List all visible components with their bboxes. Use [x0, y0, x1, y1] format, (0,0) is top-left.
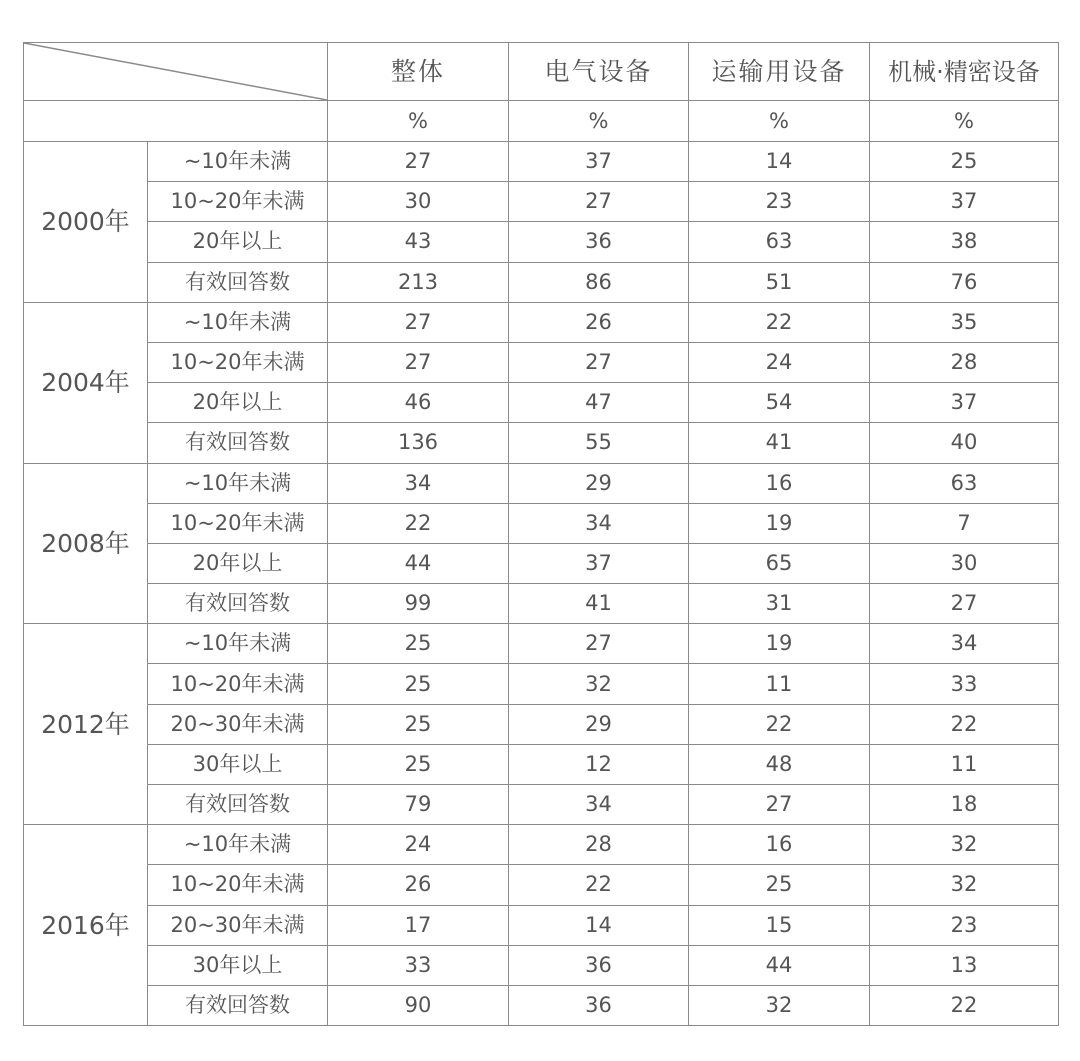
value-cell: 14 — [509, 905, 689, 945]
value-cell: 48 — [689, 744, 870, 784]
table-row — [24, 302, 1059, 342]
row-label: 有效回答数 — [148, 584, 328, 624]
year-cell: 2008年 — [24, 463, 148, 624]
value-cell: 54 — [689, 383, 870, 423]
value-cell: 32 — [870, 825, 1059, 865]
table-row — [24, 342, 1059, 382]
year-cell: 2000年 — [24, 142, 148, 303]
value-cell: 35 — [870, 302, 1059, 342]
value-cell: 44 — [328, 543, 509, 583]
value-cell: 27 — [509, 182, 689, 222]
unit-cell: % — [509, 101, 689, 142]
value-cell: 22 — [328, 503, 509, 543]
value-cell: 11 — [689, 664, 870, 704]
row-label: 10~20年未满 — [148, 342, 328, 382]
value-cell: 30 — [328, 182, 509, 222]
value-cell: 36 — [509, 985, 689, 1025]
header-machinery: 机械·精密设备 — [870, 43, 1059, 101]
table-row — [24, 664, 1059, 704]
row-label: ~10年未满 — [148, 142, 328, 182]
value-cell: 30 — [870, 543, 1059, 583]
value-cell: 33 — [870, 664, 1059, 704]
value-cell: 32 — [509, 664, 689, 704]
value-cell: 36 — [509, 945, 689, 985]
value-cell: 99 — [328, 584, 509, 624]
value-cell: 25 — [328, 744, 509, 784]
table-row — [24, 142, 1059, 182]
value-cell: 44 — [689, 945, 870, 985]
header-electrical: 电气设备 — [509, 43, 689, 101]
value-cell: 22 — [689, 704, 870, 744]
value-cell: 33 — [328, 945, 509, 985]
header-transport: 运输用设备 — [689, 43, 870, 101]
data-table — [23, 42, 1059, 1026]
row-label: 10~20年未满 — [148, 182, 328, 222]
value-cell: 41 — [509, 584, 689, 624]
table-row — [24, 945, 1059, 985]
row-label: 20~30年未满 — [148, 905, 328, 945]
value-cell: 27 — [328, 142, 509, 182]
table-row — [24, 383, 1059, 423]
row-label: ~10年未满 — [148, 302, 328, 342]
diagonal-line — [24, 43, 327, 100]
year-cell: 2004年 — [24, 302, 148, 463]
row-label: 有效回答数 — [148, 785, 328, 825]
table-row — [24, 624, 1059, 664]
value-cell: 25 — [870, 142, 1059, 182]
table-row — [24, 985, 1059, 1025]
value-cell: 63 — [689, 222, 870, 262]
value-cell: 38 — [870, 222, 1059, 262]
value-cell: 19 — [689, 503, 870, 543]
value-cell: 37 — [509, 142, 689, 182]
value-cell: 15 — [689, 905, 870, 945]
header-row — [24, 43, 1059, 101]
table-row — [24, 423, 1059, 463]
row-label: 20年以上 — [148, 222, 328, 262]
row-label: 有效回答数 — [148, 423, 328, 463]
value-cell: 24 — [328, 825, 509, 865]
unit-cell: % — [870, 101, 1059, 142]
row-label: ~10年未满 — [148, 624, 328, 664]
value-cell: 25 — [328, 664, 509, 704]
value-cell: 213 — [328, 262, 509, 302]
value-cell: 27 — [689, 785, 870, 825]
value-cell: 17 — [328, 905, 509, 945]
value-cell: 24 — [689, 342, 870, 382]
value-cell: 19 — [689, 624, 870, 664]
table-row — [24, 785, 1059, 825]
year-cell: 2012年 — [24, 624, 148, 825]
table-body — [24, 43, 1059, 1026]
value-cell: 28 — [509, 825, 689, 865]
value-cell: 28 — [870, 342, 1059, 382]
unit-cell: % — [689, 101, 870, 142]
value-cell: 22 — [870, 704, 1059, 744]
row-label: 20年以上 — [148, 543, 328, 583]
value-cell: 46 — [328, 383, 509, 423]
value-cell: 27 — [328, 302, 509, 342]
value-cell: 22 — [689, 302, 870, 342]
value-cell: 13 — [870, 945, 1059, 985]
value-cell: 34 — [870, 624, 1059, 664]
value-cell: 23 — [870, 905, 1059, 945]
value-cell: 37 — [870, 182, 1059, 222]
value-cell: 40 — [870, 423, 1059, 463]
value-cell: 90 — [328, 985, 509, 1025]
value-cell: 47 — [509, 383, 689, 423]
row-label: 30年以上 — [148, 744, 328, 784]
table-row — [24, 905, 1059, 945]
row-label: 20年以上 — [148, 383, 328, 423]
table-row — [24, 825, 1059, 865]
table-row — [24, 704, 1059, 744]
table-row — [24, 584, 1059, 624]
value-cell: 136 — [328, 423, 509, 463]
value-cell: 65 — [689, 543, 870, 583]
row-label: 10~20年未满 — [148, 664, 328, 704]
value-cell: 16 — [689, 825, 870, 865]
table-row — [24, 865, 1059, 905]
value-cell: 29 — [509, 704, 689, 744]
value-cell: 51 — [689, 262, 870, 302]
unit-row — [24, 101, 1059, 142]
value-cell: 26 — [509, 302, 689, 342]
row-label: 20~30年未满 — [148, 704, 328, 744]
value-cell: 34 — [509, 785, 689, 825]
value-cell: 41 — [689, 423, 870, 463]
corner-cell — [24, 43, 328, 101]
value-cell: 79 — [328, 785, 509, 825]
unit-cell: % — [328, 101, 509, 142]
value-cell: 37 — [870, 383, 1059, 423]
value-cell: 32 — [870, 865, 1059, 905]
value-cell: 23 — [689, 182, 870, 222]
row-label: 有效回答数 — [148, 985, 328, 1025]
value-cell: 29 — [509, 463, 689, 503]
value-cell: 27 — [328, 342, 509, 382]
value-cell: 43 — [328, 222, 509, 262]
value-cell: 22 — [870, 985, 1059, 1025]
value-cell: 26 — [328, 865, 509, 905]
table-row — [24, 262, 1059, 302]
value-cell: 34 — [328, 463, 509, 503]
row-label: ~10年未满 — [148, 825, 328, 865]
row-label: 10~20年未满 — [148, 503, 328, 543]
table-row — [24, 222, 1059, 262]
value-cell: 22 — [509, 865, 689, 905]
value-cell: 16 — [689, 463, 870, 503]
row-label: 30年以上 — [148, 945, 328, 985]
table-row — [24, 503, 1059, 543]
table-row — [24, 182, 1059, 222]
row-label: 有效回答数 — [148, 262, 328, 302]
value-cell: 36 — [509, 222, 689, 262]
value-cell: 63 — [870, 463, 1059, 503]
table-row — [24, 463, 1059, 503]
table-row — [24, 543, 1059, 583]
value-cell: 7 — [870, 503, 1059, 543]
value-cell: 12 — [509, 744, 689, 784]
row-label: 10~20年未满 — [148, 865, 328, 905]
value-cell: 55 — [509, 423, 689, 463]
value-cell: 27 — [870, 584, 1059, 624]
value-cell: 27 — [509, 624, 689, 664]
value-cell: 76 — [870, 262, 1059, 302]
value-cell: 32 — [689, 985, 870, 1025]
row-label: ~10年未满 — [148, 463, 328, 503]
value-cell: 86 — [509, 262, 689, 302]
value-cell: 11 — [870, 744, 1059, 784]
value-cell: 34 — [509, 503, 689, 543]
value-cell: 25 — [689, 865, 870, 905]
table-row — [24, 744, 1059, 784]
value-cell: 25 — [328, 704, 509, 744]
unit-label-cell — [24, 101, 328, 142]
header-overall: 整体 — [328, 43, 509, 101]
year-cell: 2016年 — [24, 825, 148, 1026]
value-cell: 18 — [870, 785, 1059, 825]
value-cell: 14 — [689, 142, 870, 182]
value-cell: 27 — [509, 342, 689, 382]
value-cell: 37 — [509, 543, 689, 583]
value-cell: 31 — [689, 584, 870, 624]
value-cell: 25 — [328, 624, 509, 664]
